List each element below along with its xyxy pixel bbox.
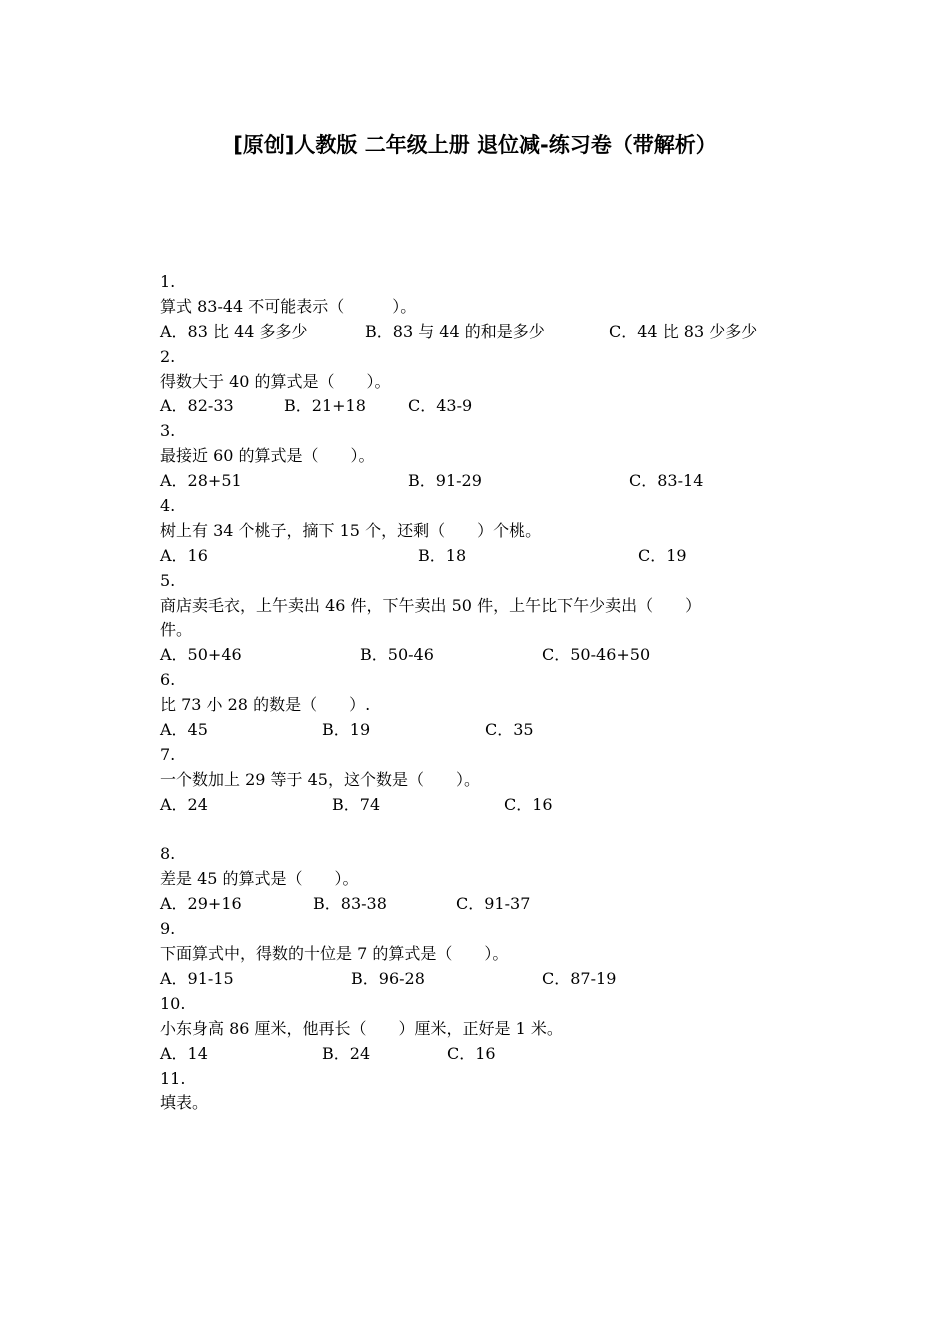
option-b[interactable]: B．24 (322, 1043, 371, 1063)
option-a[interactable]: A．29+16 (160, 894, 242, 914)
question-stem: 算式 83-44 不可能表示（ ）。 (160, 296, 417, 316)
option-a[interactable]: A．82-33 (160, 396, 234, 416)
option-c[interactable]: C．91-37 (456, 894, 531, 914)
question-10 (160, 992, 800, 1067)
question-stem: 最接近 60 的算式是（ ）。 (160, 446, 375, 466)
question-number: 4. (160, 496, 176, 516)
option-a[interactable]: A．28+51 (160, 471, 242, 491)
option-c[interactable]: C．35 (485, 720, 534, 740)
option-c[interactable]: C．19 (638, 545, 687, 565)
question-number: 7. (160, 744, 176, 764)
question-stem: 树上有 34 个桃子，摘下 15 个，还剩（ ）个桃。 (160, 520, 542, 540)
question-8 (160, 842, 800, 917)
option-a[interactable]: A．16 (160, 545, 208, 565)
document-title: [原创]人教版 二年级上册 退位减-练习卷（带解析） (233, 133, 717, 157)
option-b[interactable]: B．91-29 (408, 471, 482, 491)
option-row (160, 544, 800, 569)
option-row (160, 394, 800, 419)
option-a[interactable]: A．83 比 44 多多少 (160, 321, 308, 341)
question-number: 11. (160, 1068, 186, 1088)
option-a[interactable]: A．91-15 (160, 968, 234, 988)
option-row (160, 793, 800, 818)
question-7 (160, 743, 800, 818)
option-row (160, 967, 800, 992)
question-number: 3. (160, 421, 176, 441)
question-3 (160, 419, 800, 494)
question-stem: 小东身高 86 厘米，他再长（ ）厘米，正好是 1 米。 (160, 1018, 563, 1038)
option-c[interactable]: C．83-14 (629, 471, 704, 491)
option-row (160, 1042, 800, 1067)
option-c[interactable]: C．44 比 83 少多少 (609, 321, 758, 341)
question-stem-continued: 件。 (160, 620, 193, 640)
question-4 (160, 494, 800, 569)
option-c[interactable]: C．16 (504, 794, 553, 814)
option-b[interactable]: B．21+18 (284, 396, 366, 416)
question-stem: 一个数加上 29 等于 45，这个数是（ ）。 (160, 769, 480, 789)
option-c[interactable]: C．16 (447, 1043, 496, 1063)
option-row (160, 469, 800, 494)
option-b[interactable]: B．19 (322, 720, 371, 740)
question-number: 5. (160, 570, 176, 590)
question-stem: 比 73 小 28 的数是（ ）. (160, 695, 371, 715)
option-b[interactable]: B．83-38 (313, 894, 387, 914)
question-stem: 商店卖毛衣，上午卖出 46 件，下午卖出 50 件，上午比下午少卖出（ ） (160, 595, 702, 615)
option-b[interactable]: B．96-28 (351, 968, 425, 988)
option-c[interactable]: C．87-19 (542, 968, 617, 988)
option-b[interactable]: B．83 与 44 的和是多少 (365, 321, 545, 341)
question-list (160, 270, 800, 1116)
option-row (160, 320, 800, 345)
question-6 (160, 668, 800, 743)
question-stem: 下面算式中，得数的十位是 7 的算式是（ ）。 (160, 944, 509, 964)
option-b[interactable]: B．50-46 (360, 645, 434, 665)
option-b[interactable]: B．18 (418, 545, 467, 565)
question-number: 8. (160, 844, 176, 864)
question-number: 1. (160, 272, 176, 291)
question-number: 9. (160, 919, 176, 939)
question-number: 10. (160, 993, 186, 1013)
option-a[interactable]: A．50+46 (160, 645, 242, 665)
option-row (160, 643, 800, 668)
option-row (160, 718, 800, 743)
option-a[interactable]: A．45 (160, 720, 208, 740)
question-1 (160, 270, 800, 345)
option-a[interactable]: A．14 (160, 1043, 208, 1063)
option-row (160, 892, 800, 917)
option-b[interactable]: B．74 (332, 794, 381, 814)
question-5 (160, 569, 800, 669)
option-a[interactable]: A．24 (160, 794, 208, 814)
option-c[interactable]: C．50-46+50 (542, 645, 651, 665)
question-stem: 差是 45 的算式是（ ）。 (160, 869, 359, 889)
question-stem: 填表。 (160, 1093, 209, 1113)
question-2 (160, 345, 800, 420)
option-c[interactable]: C．43-9 (408, 396, 473, 416)
question-number: 6. (160, 670, 176, 690)
blank-line (160, 818, 800, 843)
question-11 (160, 1067, 800, 1117)
question-stem: 得数大于 40 的算式是（ ）。 (160, 371, 391, 391)
question-number: 2. (160, 346, 176, 366)
question-9 (160, 917, 800, 992)
